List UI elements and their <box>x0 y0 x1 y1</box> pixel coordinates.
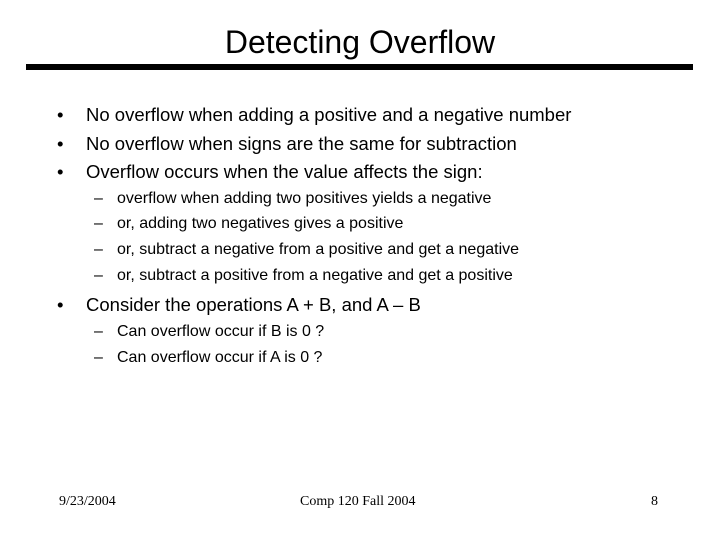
bullet-marker: • <box>57 161 64 182</box>
footer-page-number: 8 <box>651 494 658 509</box>
sub-bullet-text: or, subtract a negative from a positive and get a negative <box>117 241 520 258</box>
sub-bullet-marker: – <box>94 349 103 366</box>
bullet-text: Overflow occurs when the value affects the sign: <box>86 161 483 182</box>
sub-bullet-text: or, subtract a positive from a negative and get a positive <box>117 267 513 284</box>
footer-date: 9/23/2004 <box>59 494 116 509</box>
slide-title: Detecting Overflow <box>224 24 496 60</box>
sub-bullet-marker: – <box>94 241 103 258</box>
bullet-marker: • <box>57 294 64 315</box>
bullet-marker: • <box>57 133 64 154</box>
sub-bullet-text: Can overflow occur if A is 0 ? <box>117 349 323 366</box>
sub-bullet-marker: – <box>94 215 103 232</box>
title-divider <box>26 64 693 70</box>
bullet-marker: • <box>57 104 64 125</box>
sub-bullet-marker: – <box>94 190 103 207</box>
sub-bullet-text: Can overflow occur if B is 0 ? <box>117 323 325 340</box>
bullet-text: Consider the operations A + B, and A – B <box>86 294 421 315</box>
bullet-text: No overflow when adding a positive and a negative number <box>86 104 572 125</box>
footer-course-name: Comp 120 Fall 2004 <box>300 494 416 509</box>
sub-bullet-marker: – <box>94 323 103 340</box>
sub-bullet-text: overflow when adding two positives yields a negative <box>117 190 492 207</box>
bullet-text: No overflow when signs are the same for subtraction <box>86 133 517 154</box>
sub-bullet-text: or, adding two negatives gives a positive <box>117 215 404 232</box>
sub-bullet-marker: – <box>94 267 103 284</box>
